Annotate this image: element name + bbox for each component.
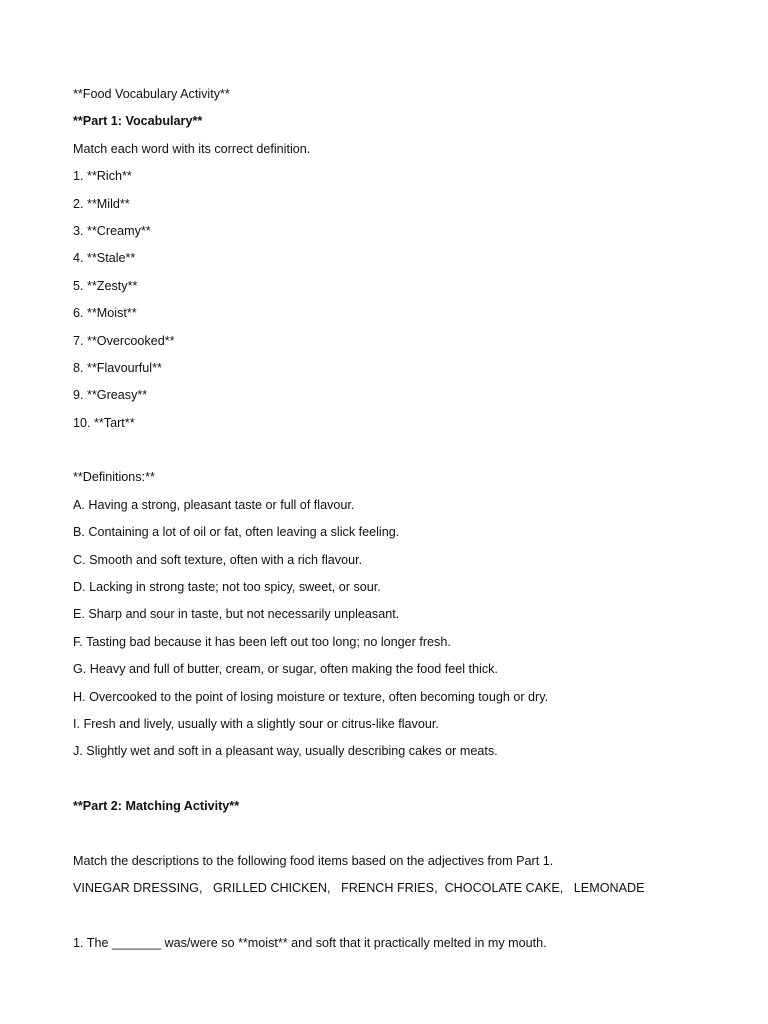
vocab-word: 8. **Flavourful** [73, 360, 162, 375]
definition-item: D. Lacking in strong taste; not too spicy, sweet, or sour. [73, 580, 381, 595]
definitions-heading: **Definitions:** [73, 470, 155, 485]
vocab-word: 9. **Greasy** [73, 388, 148, 403]
vocab-word: 6. **Moist** [73, 306, 137, 321]
vocab-word: 2. **Mild** [73, 196, 130, 211]
definition-item: I. Fresh and lively, usually with a slightly sour or citrus-like flavour. [73, 716, 439, 731]
definition-item: B. Containing a lot of oil or fat, often leaving a slick feeling. [73, 525, 400, 540]
part2-heading: **Part 2: Matching Activity** [73, 799, 240, 814]
document-title: **Food Vocabulary Activity** [73, 87, 230, 101]
spacer [73, 908, 713, 935]
definition-item: J. Slightly wet and soft in a pleasant way, usually describing cakes or meats. [73, 744, 498, 759]
definition-item: F. Tasting bad because it has been left out too long; no longer fresh. [73, 634, 451, 649]
definition-item: E. Sharp and sour in taste, but not necessarily unpleasant. [73, 607, 400, 622]
vocab-word: 4. **Stale** [73, 251, 136, 266]
vocab-word: 3. **Creamy** [73, 223, 151, 238]
vocab-word: 5. **Zesty** [73, 278, 138, 293]
part1-heading: **Part 1: Vocabulary** [73, 114, 203, 129]
vocab-word: 7. **Overcooked** [73, 333, 175, 348]
spacer [73, 771, 713, 798]
definition-item: G. Heavy and full of butter, cream, or sugar, often making the food feel thick. [73, 662, 498, 677]
matching-sentence: 1. The _______ was/were so **moist** and soft that it practically melted in my mouth. [73, 936, 547, 951]
vocab-word: 1. **Rich** [73, 169, 132, 184]
spacer [73, 826, 713, 853]
vocab-word: 10. **Tart** [73, 415, 135, 430]
definition-item: H. Overcooked to the point of losing moisture or texture, often becoming tough or dry. [73, 689, 549, 704]
food-items-list: VINEGAR DRESSING, GRILLED CHICKEN, FRENCH FRIES, CHOCOLATE CAKE, LEMONADE [73, 881, 645, 896]
document-body [73, 86, 713, 963]
part1-instruction: Match each word with its correct definition. [73, 141, 311, 156]
definition-item: C. Smooth and soft texture, often with a rich flavour. [73, 552, 363, 567]
spacer [73, 442, 713, 469]
definition-item: A. Having a strong, pleasant taste or full of flavour. [73, 497, 355, 512]
part2-instruction: Match the descriptions to the following food items based on the adjectives from Part 1. [73, 853, 554, 868]
